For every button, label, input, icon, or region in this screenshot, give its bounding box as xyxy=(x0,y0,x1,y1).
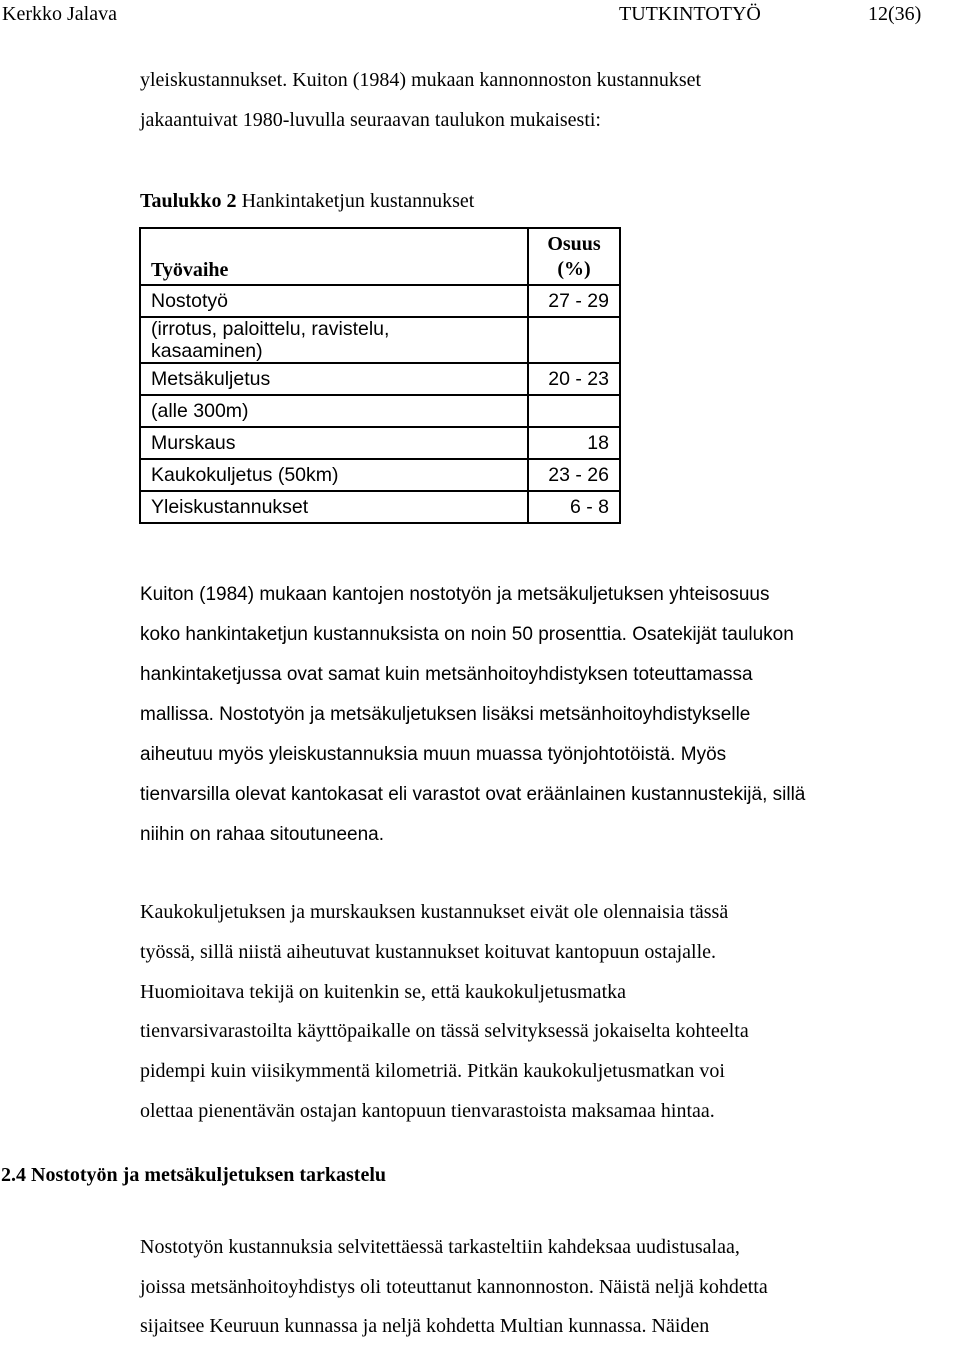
header-share-line2: (%) xyxy=(557,257,591,280)
paragraph-line: Kuiton (1984) mukaan kantojen nostotyön ja metsäkuljetuksen yhteisosuus xyxy=(140,584,770,605)
cell-phase: Nostotyö xyxy=(140,285,528,317)
cell-phase: Kaukokuljetus (50km) xyxy=(140,459,528,491)
table-caption xyxy=(140,190,474,213)
paragraph-line: Nostotyön kustannuksia selvitettäessä tarkasteltiin kahdeksaa uudistusalaa, xyxy=(140,1236,740,1258)
table-row xyxy=(140,395,620,427)
header-author: Kerkko Jalava xyxy=(2,3,117,25)
intro-line: yleiskustannukset. Kuiton (1984) mukaan kannonnoston kustannukset xyxy=(140,69,702,91)
cell-phase: (alle 300m) xyxy=(140,395,528,427)
cost-table xyxy=(139,227,621,524)
header-phase: Työvaihe xyxy=(140,228,528,285)
cell-phase-line2: kasaaminen) xyxy=(151,340,263,362)
paragraph-line: aiheutuu myös yleiskustannuksia muun muassa työnjohtotöistä. Myös xyxy=(140,744,727,765)
cell-share xyxy=(528,395,620,427)
paragraph-line: joissa metsänhoitoyhdistys oli toteuttanut kannonnoston. Näistä neljä kohdetta xyxy=(140,1275,768,1298)
table-row xyxy=(140,317,620,363)
cell-phase xyxy=(140,317,528,363)
cell-phase: Metsäkuljetus xyxy=(140,363,528,395)
paragraph-line: koko hankintaketjun kustannuksista on noin 50 prosenttia. Osatekijät taulukon xyxy=(140,624,794,645)
table-row xyxy=(140,491,620,523)
intro-line: jakaantuivat 1980-luvulla seuraavan taulukon mukaisesti: xyxy=(140,108,601,131)
header-doc-type: TUTKINTOTYÖ xyxy=(619,3,761,25)
table-row xyxy=(140,363,620,395)
table-caption-label: Taulukko 2 xyxy=(140,190,237,212)
table-caption-text: Hankintaketjun kustannukset xyxy=(241,190,475,212)
paragraph-1 xyxy=(140,575,805,855)
table-row xyxy=(140,285,620,317)
cell-phase: Murskaus xyxy=(140,427,528,459)
paragraph-line: Kaukokuljetuksen ja murskauksen kustannukset eivät ole olennaisia tässä xyxy=(140,901,729,923)
cell-share: 27 - 29 xyxy=(528,285,620,317)
header-page-number: 12(36) xyxy=(868,3,922,25)
paragraph-line: tienvarsivarastoilta käyttöpaikalle on tässä selvityksessä jokaiselta kohteelta xyxy=(140,1020,749,1043)
table-row xyxy=(140,459,620,491)
paragraph-line: työssä, sillä niistä aiheutuvat kustannukset koituvat kantopuun ostajalle. xyxy=(140,940,717,963)
header-share xyxy=(528,228,620,285)
cell-share: 20 - 23 xyxy=(528,363,620,395)
paragraph-line: hankintaketjussa ovat samat kuin metsänhoitoyhdistyksen toteuttamassa xyxy=(140,664,753,685)
paragraph-line: niihin on rahaa sitoutuneena. xyxy=(140,824,385,845)
paragraph-line: pidempi kuin viisikymmentä kilometriä. Pitkän kaukokuljetusmatkan voi xyxy=(140,1060,725,1083)
paragraph-line: olettaa pienentävän ostajan kantopuun tienvarastoista maksamaa hintaa. xyxy=(140,1099,715,1122)
cell-share xyxy=(528,317,620,363)
paragraph-line: Huomioitava tekijä on kuitenkin se, että kaukokuljetusmatka xyxy=(140,980,626,1003)
cell-share: 18 xyxy=(528,427,620,459)
cell-share: 23 - 26 xyxy=(528,459,620,491)
paragraph-3 xyxy=(140,1228,768,1347)
cell-phase: Yleiskustannukset xyxy=(140,491,528,523)
section-heading: 2.4 Nostotyön ja metsäkuljetuksen tarkastelu xyxy=(1,1164,386,1186)
table-row xyxy=(140,427,620,459)
cell-phase-line1: (irrotus, paloittelu, ravistelu, xyxy=(151,318,390,340)
table-header-row xyxy=(140,228,620,285)
cell-share: 6 - 8 xyxy=(528,491,620,523)
header-share-line1: Osuus xyxy=(547,232,601,255)
paragraph-line: mallissa. Nostotyön ja metsäkuljetuksen lisäksi metsänhoitoyhdistykselle xyxy=(140,704,751,725)
paragraph-2 xyxy=(140,893,749,1132)
intro-paragraph xyxy=(140,61,701,140)
paragraph-line: tienvarsilla olevat kantokasat eli varastot ovat eräänlainen kustannustekijä, sillä xyxy=(140,784,806,805)
paragraph-line: sijaitsee Keuruun kunnassa ja neljä kohdetta Multian kunnassa. Näiden xyxy=(140,1315,710,1338)
